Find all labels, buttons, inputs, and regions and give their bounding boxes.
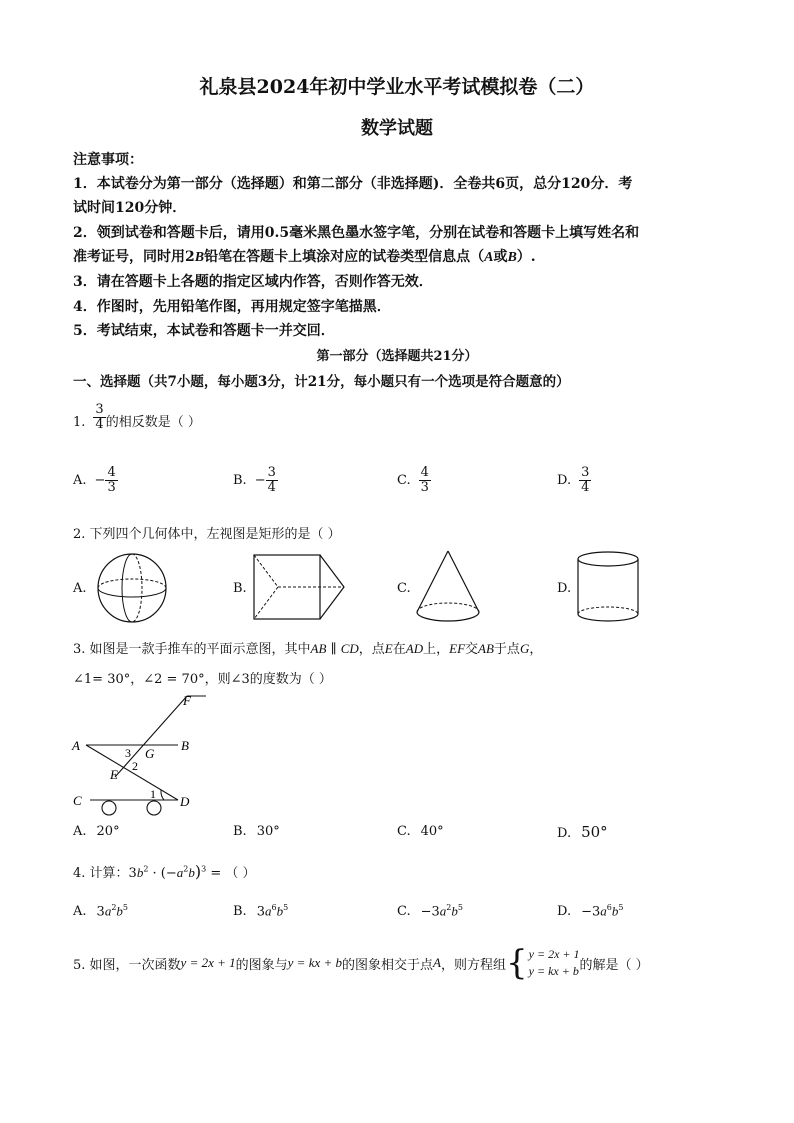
cone-figure — [412, 548, 484, 628]
question-1-stem: 1. $\frac{3}{4}$ 的相反数是（ ） — [73, 402, 201, 432]
q3-option-d[interactable]: D. 50° — [557, 823, 608, 841]
question-3-line2: ∠1= 30°，∠2 = 70°，则∠3的度数为（ ） — [73, 672, 332, 687]
q2-option-c[interactable]: C. — [397, 581, 411, 596]
note-1b: 试时间120分钟． — [73, 200, 187, 216]
q1-option-c[interactable]: C. $\frac{4}{3}$ — [397, 465, 429, 495]
q1-option-d[interactable]: D. $\frac{3}{4}$ — [557, 465, 590, 495]
note-5: 5．考试结束，本试卷和答题卡一并交回． — [73, 323, 335, 339]
q1-option-b[interactable]: B. − $\frac{3}{4}$ — [233, 465, 276, 495]
note-3: 3．请在答题卡上各题的指定区域内作答，否则作答无效． — [73, 274, 433, 290]
q2-option-d[interactable]: D. — [557, 581, 572, 596]
label-C: C — [73, 793, 82, 808]
question-3-line1: 3. 如图是一款手推车的平面示意图，其中AB ∥ CD，点E在AD上，EF交AB于点G， — [73, 641, 543, 657]
label-A: A — [72, 738, 80, 753]
q2-option-b[interactable]: B. — [233, 581, 247, 596]
sphere-figure — [88, 550, 178, 628]
q3-option-a[interactable]: A. 20° — [73, 824, 120, 839]
note-4: 4．作图时，先用铅笔作图，再用规定签字笔描黑． — [73, 299, 391, 315]
angle-3-label: 3 — [125, 746, 131, 760]
q3-option-b[interactable]: B. 30° — [233, 824, 280, 839]
label-B: B — [181, 738, 189, 753]
section-heading: 一、选择题（共7小题，每小题3分，计21分，每小题只有一个选项是符合题意的） — [73, 374, 570, 390]
cart-diagram — [70, 692, 220, 818]
q4-option-d[interactable]: D. $-3a^6b^5$ — [557, 903, 624, 920]
label-F: F — [183, 693, 191, 708]
q4-option-c[interactable]: C. $-3a^2b^5$ — [397, 903, 463, 920]
label-D: D — [180, 794, 190, 809]
q3-option-c[interactable]: C. 40° — [397, 824, 444, 839]
angle-2-label: 2 — [132, 759, 138, 773]
exam-title: 礼泉县2024年初中学业水平考试模拟卷（二） — [199, 76, 595, 98]
question-5-stem: 5. 如图，一次函数 y = 2x + 1 的图象与 y = kx + b 的图象相交于点 A ，则方程组 { y = 2x + 1 y = kx + b 的解是（ ） — [73, 943, 649, 983]
exam-subtitle: 数学试题 — [361, 118, 433, 139]
q4-option-a[interactable]: A. $3a^2b^5$ — [73, 903, 128, 920]
q2-option-a[interactable]: A. — [73, 581, 87, 596]
angle-1-label: 1 — [150, 787, 156, 801]
label-E: E — [110, 767, 118, 782]
note-1a: 1．本试卷分为第一部分（选择题）和第二部分（非选择题)．全卷共6页，总分120分．考 — [73, 176, 633, 192]
question-4-stem: 4. 计算：$3b^2 \cdot (-a^2b)^3$ = （ ） — [73, 862, 256, 881]
triangular-prism-figure — [250, 552, 350, 624]
q1-option-a[interactable]: A. − $\frac{4}{3}$ — [73, 465, 116, 495]
notes-heading: 注意事项： — [73, 152, 143, 168]
cylinder-figure — [574, 550, 644, 628]
note-2b: 准考证号，同时用2B铅笔在答题卡上填涂对应的试卷类型信息点（A或B）. — [73, 249, 536, 265]
label-G: G — [145, 746, 155, 761]
q4-option-b[interactable]: B. $3a^6b^5$ — [233, 903, 289, 920]
question-2-stem: 2. 下列四个几何体中，左视图是矩形的是（ ） — [73, 527, 341, 542]
part1-heading: 第一部分（选择题共21分） — [316, 349, 478, 364]
note-2a: 2．领到试卷和答题卡后，请用0.5毫米黑色墨水签字笔，分别在试卷和答题卡上填写姓名和 — [73, 225, 640, 241]
